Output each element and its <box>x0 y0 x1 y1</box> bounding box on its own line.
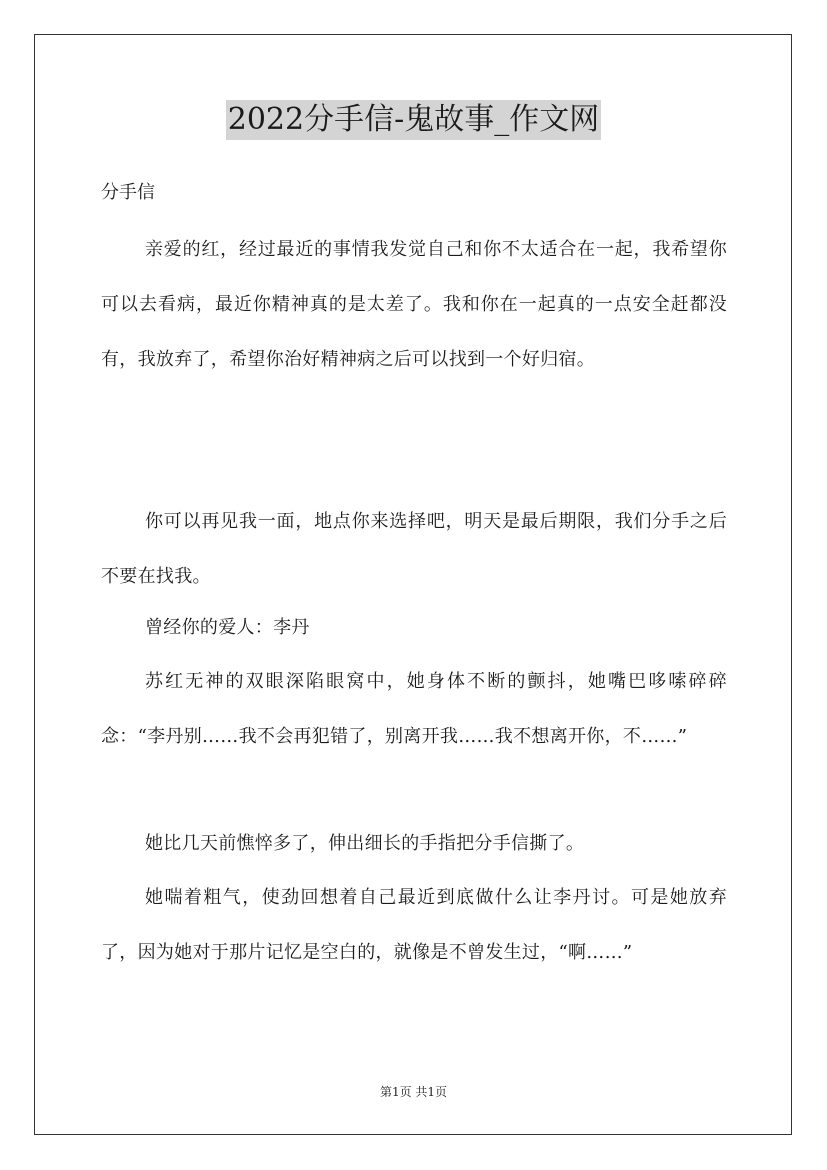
body-paragraph: 她比几天前憔悴多了，伸出细长的手指把分手信撕了。 <box>145 833 585 854</box>
body-paragraph: 亲爱的红，经过最近的事情我发觉自己和你不太适合在一起，我希望你可以去看病，最近你精神真的是太差了。我和你在一起真的一点安全赶都没有，我放弃了，希望你治好精神病之后可以找到一个好归宿。 <box>101 239 727 370</box>
document-title: 2022分手信-鬼故事_作文网 <box>226 100 601 140</box>
title-container <box>0 100 827 140</box>
signature-line: 曾经你的爱人：李丹 <box>145 617 310 638</box>
body-paragraph: 她喘着粗气，使劲回想着自己最近到底做什么让李丹讨。可是她放弃了，因为她对于那片记忆是空白的，就像是不曾发生过，“啊……” <box>101 887 727 963</box>
body-paragraph: 你可以再见我一面，地点你来选择吧，明天是最后期限，我们分手之后不要在找我。 <box>101 511 727 587</box>
page-footer: 第1页 共1页 <box>379 1085 448 1099</box>
body-paragraph: 苏红无神的双眼深陷眼窝中，她身体不断的颤抖，她嘴巴哆嗦碎碎念：“李丹别……我不会再犯错了，别离开我……我不想离开你，不……” <box>101 671 727 747</box>
section-label: 分手信 <box>101 182 155 203</box>
